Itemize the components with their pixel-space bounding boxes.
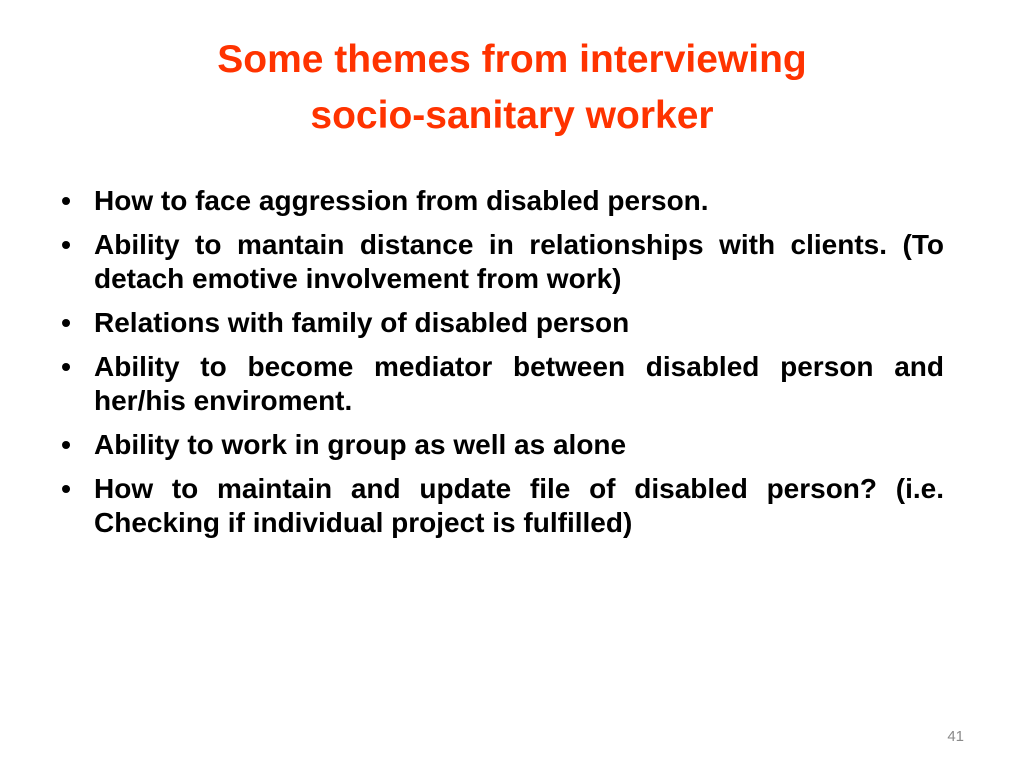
bullet-item <box>56 228 944 296</box>
bullet-list <box>56 184 944 550</box>
bullet-icon: • <box>61 229 71 260</box>
bullet-text: Ability to become mediator between disabled person and her/his enviroment. <box>94 351 944 416</box>
bullet-item <box>56 350 944 418</box>
bullet-text: How to maintain and update file of disabled person? (i.e. Checking if individual project is fulfilled) <box>94 473 944 538</box>
bullet-item <box>56 184 944 218</box>
bullet-text: Relations with family of disabled person <box>94 307 630 338</box>
bullet-icon: • <box>61 185 71 216</box>
slide-title <box>80 32 944 144</box>
bullet-icon: • <box>61 351 71 382</box>
page-number: 41 <box>947 728 964 745</box>
bullet-icon: • <box>61 473 71 504</box>
slide-title-line-1: Some themes from interviewing <box>217 38 807 81</box>
slide-title-line-2: socio-sanitary worker <box>310 94 714 137</box>
bullet-text: Ability to work in group as well as alone <box>94 429 627 460</box>
bullet-icon: • <box>61 429 71 460</box>
bullet-item <box>56 428 944 462</box>
bullet-text: Ability to mantain distance in relationships with clients. (To detach emotive involvement from work) <box>94 229 944 294</box>
bullet-item <box>56 306 944 340</box>
bullet-item <box>56 472 944 540</box>
bullet-text: How to face aggression from disabled person. <box>94 185 709 216</box>
bullet-icon: • <box>61 307 71 338</box>
